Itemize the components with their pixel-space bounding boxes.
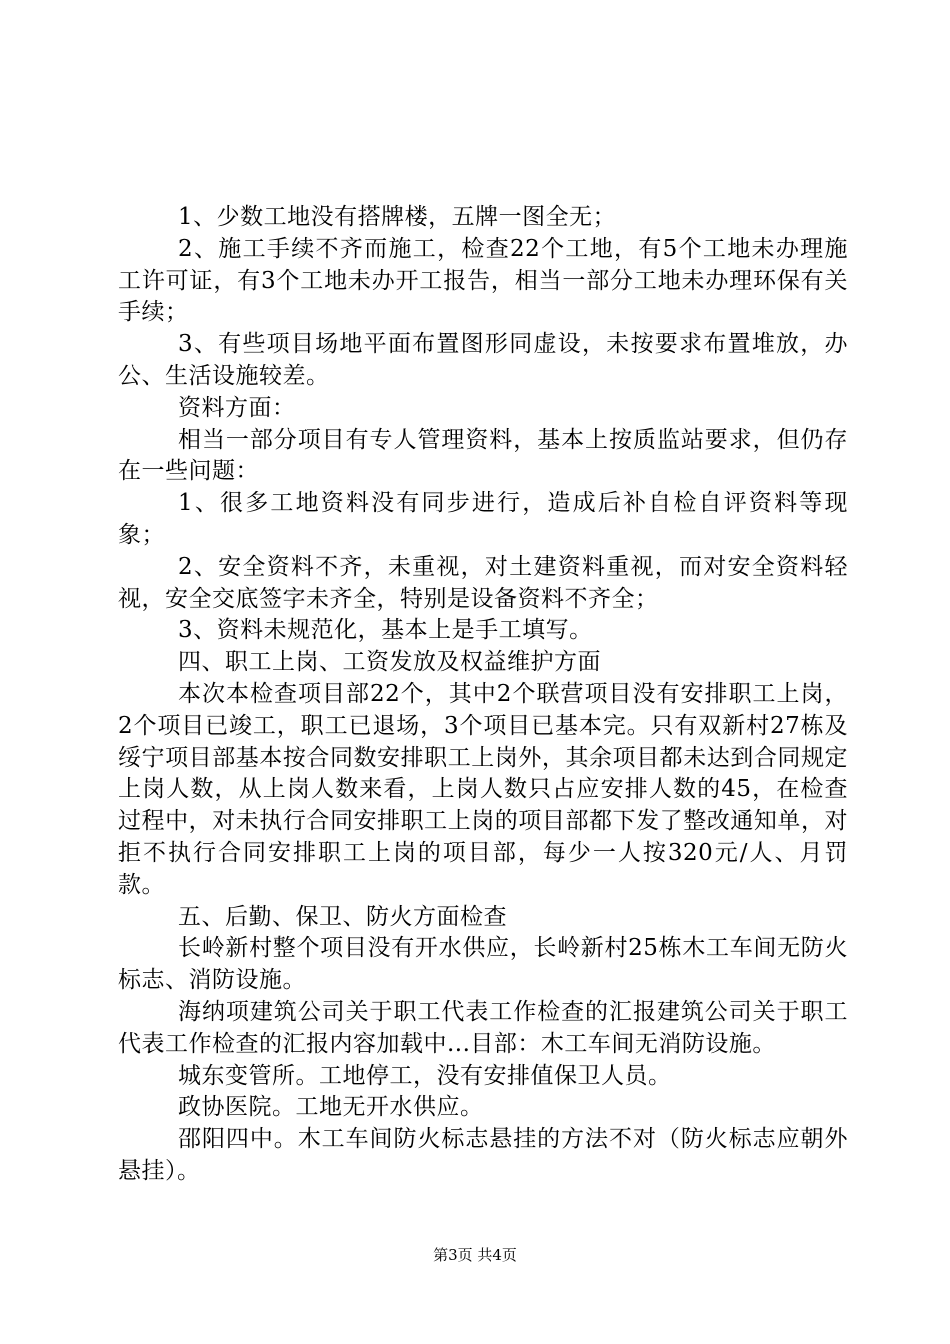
paragraph: 本次本检查项目部22个，其中2个联营项目没有安排职工上岗，2个项目已竣工，职工已退场，3个项目已基本完。只有双新村27栋及绥宁项目部基本按合同数安排职工上岗外，其余项目都未达到合同规定上岗人数，从上岗人数来看，上岗人数只占应安排人数的45，在检查过程中，对未执行合同安排职工上岗的项目部都下发了整改通知单，对拒不执行合同安排职工上岗的项目部，每少一人按320元/人、月罚款。 [118,680,848,898]
paragraph: 2、安全资料不齐，未重视，对土建资料重视，而对安全资料轻视，安全交底签字未齐全，特别是设备资料不齐全； [118,553,848,612]
paragraph: 2、施工手续不齐而施工，检查22个工地，有5个工地未办理施工许可证，有3个工地未办开工报告，相当一部分工地未办理环保有关手续； [118,235,848,326]
section-heading: 五、后勤、保卫、防火方面检查 [178,903,507,930]
paragraph: 相当一部分项目有专人管理资料，基本上按质监站要求，但仍存在一些问题： [118,426,848,485]
paragraph: 邵阳四中。木工车间防火标志悬挂的方法不对（防火标志应朝外悬挂）。 [118,1126,848,1184]
paragraph: 海纳项建筑公司关于职工代表工作检查的汇报建筑公司关于职工代表工作检查的汇报内容加载中...目部：木工车间无消防设施。 [118,998,848,1057]
paragraph: 1、少数工地没有搭牌楼，五牌一图全无； [178,204,617,230]
paragraph: 城东变管所。工地停工，没有安排值保卫人员。 [178,1062,672,1089]
paragraph: 3、有些项目场地平面布置图形同虚设，未按要求布置堆放，办公、生活设施较差。 [118,331,848,389]
paragraph: 1、很多工地资料没有同步进行，造成后补自检自评资料等现象； [118,490,848,548]
paragraph: 长岭新村整个项目没有开水供应，长岭新村25栋木工车间无防火标志、消防设施。 [118,935,848,994]
paragraph: 政协医院。工地无开水供应。 [178,1094,484,1121]
paragraph: 3、资料未规范化，基本上是手工填写。 [178,617,593,644]
page-number-footer: 第3页 共4页 [433,1246,517,1264]
document-body [118,202,848,1188]
section-heading: 四、职工上岗、工资发放及权益维护方面 [178,649,601,676]
section-heading: 资料方面： [178,394,296,421]
